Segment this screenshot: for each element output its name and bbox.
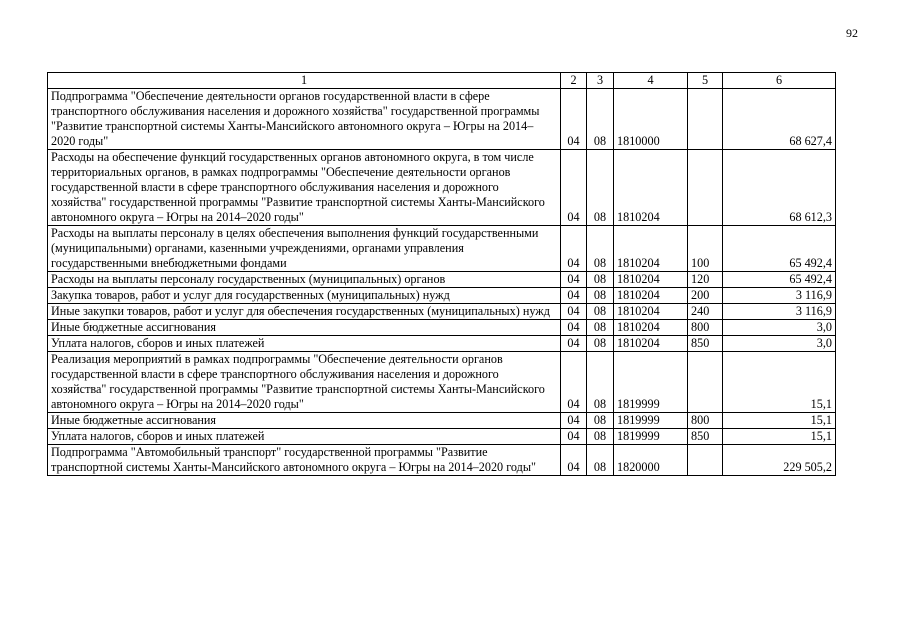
row-name: Расходы на выплаты персоналу в целях обеспечения выполнения функций государственными (муниципальными) органами, казенными учреждениями, органами управления государственными внебюджетными фондами bbox=[48, 226, 561, 272]
row-section: 04 bbox=[561, 352, 587, 413]
row-amount: 65 492,4 bbox=[723, 226, 836, 272]
row-target-article: 1819999 bbox=[614, 352, 688, 413]
row-name: Уплата налогов, сборов и иных платежей bbox=[48, 429, 561, 445]
row-name: Иные закупки товаров, работ и услуг для обеспечения государственных (муниципальных) нужд bbox=[48, 304, 561, 320]
row-target-article: 1810204 bbox=[614, 150, 688, 226]
header-cell-name: 1 bbox=[48, 73, 561, 89]
table-row bbox=[48, 413, 836, 429]
row-expense-type bbox=[688, 445, 723, 476]
row-target-article: 1810204 bbox=[614, 320, 688, 336]
row-amount: 68 612,3 bbox=[723, 150, 836, 226]
table-row bbox=[48, 304, 836, 320]
table-row bbox=[48, 445, 836, 476]
row-target-article: 1810204 bbox=[614, 288, 688, 304]
row-target-article: 1819999 bbox=[614, 413, 688, 429]
row-expense-type: 100 bbox=[688, 226, 723, 272]
row-section: 04 bbox=[561, 445, 587, 476]
row-name: Расходы на выплаты персоналу государственных (муниципальных) органов bbox=[48, 272, 561, 288]
row-name: Иные бюджетные ассигнования bbox=[48, 320, 561, 336]
header-cell-section: 2 bbox=[561, 73, 587, 89]
row-subsection: 08 bbox=[587, 150, 614, 226]
row-expense-type bbox=[688, 352, 723, 413]
row-section: 04 bbox=[561, 89, 587, 150]
row-section: 04 bbox=[561, 304, 587, 320]
row-expense-type: 240 bbox=[688, 304, 723, 320]
row-amount: 3,0 bbox=[723, 336, 836, 352]
header-cell-target-article: 4 bbox=[614, 73, 688, 89]
row-amount: 3 116,9 bbox=[723, 304, 836, 320]
header-row bbox=[48, 73, 836, 89]
row-expense-type bbox=[688, 150, 723, 226]
row-subsection: 08 bbox=[587, 336, 614, 352]
row-section: 04 bbox=[561, 429, 587, 445]
row-target-article: 1819999 bbox=[614, 429, 688, 445]
table-row bbox=[48, 89, 836, 150]
page-number: 92 bbox=[846, 26, 858, 40]
row-expense-type: 800 bbox=[688, 320, 723, 336]
row-name: Расходы на обеспечение функций государственных органов автономного округа, в том числе территориальных органов, в рамках подпрограммы "Обеспечение деятельности органов государственной власти в сфере транспортного обслуживания населения и дорожного хозяйства" государственной программы "Развитие транспортной системы Ханты-Мансийского автономного округа – Югры на 2014–2020 годы" bbox=[48, 150, 561, 226]
row-amount: 229 505,2 bbox=[723, 445, 836, 476]
row-subsection: 08 bbox=[587, 445, 614, 476]
row-amount: 15,1 bbox=[723, 352, 836, 413]
header-cell-amount: 6 bbox=[723, 73, 836, 89]
row-subsection: 08 bbox=[587, 288, 614, 304]
row-amount: 15,1 bbox=[723, 429, 836, 445]
row-name: Подпрограмма "Обеспечение деятельности органов государственной власти в сфере транспортного обслуживания населения и дорожного хозяйства" государственной программы "Развитие транспортной системы Ханты-Мансийского автономного округа – Югры на 2014–2020 годы" bbox=[48, 89, 561, 150]
row-target-article: 1810204 bbox=[614, 336, 688, 352]
row-amount: 15,1 bbox=[723, 413, 836, 429]
budget-table bbox=[47, 72, 836, 476]
row-target-article: 1820000 bbox=[614, 445, 688, 476]
row-target-article: 1810204 bbox=[614, 272, 688, 288]
row-subsection: 08 bbox=[587, 304, 614, 320]
table-row bbox=[48, 272, 836, 288]
row-amount: 3,0 bbox=[723, 320, 836, 336]
row-expense-type: 120 bbox=[688, 272, 723, 288]
row-subsection: 08 bbox=[587, 226, 614, 272]
row-amount: 65 492,4 bbox=[723, 272, 836, 288]
row-name: Закупка товаров, работ и услуг для государственных (муниципальных) нужд bbox=[48, 288, 561, 304]
row-subsection: 08 bbox=[587, 272, 614, 288]
row-expense-type: 850 bbox=[688, 336, 723, 352]
table-row bbox=[48, 226, 836, 272]
row-name: Подпрограмма "Автомобильный транспорт" государственной программы "Развитие транспортной системы Ханты-Мансийского автономного округа – Югры на 2014–2020 годы" bbox=[48, 445, 561, 476]
table-row bbox=[48, 429, 836, 445]
row-section: 04 bbox=[561, 320, 587, 336]
row-amount: 3 116,9 bbox=[723, 288, 836, 304]
header-cell-subsection: 3 bbox=[587, 73, 614, 89]
table-row bbox=[48, 150, 836, 226]
row-target-article: 1810000 bbox=[614, 89, 688, 150]
row-section: 04 bbox=[561, 150, 587, 226]
row-section: 04 bbox=[561, 272, 587, 288]
row-expense-type: 850 bbox=[688, 429, 723, 445]
table-row bbox=[48, 320, 836, 336]
row-section: 04 bbox=[561, 336, 587, 352]
row-target-article: 1810204 bbox=[614, 304, 688, 320]
row-name: Иные бюджетные ассигнования bbox=[48, 413, 561, 429]
row-amount: 68 627,4 bbox=[723, 89, 836, 150]
row-expense-type bbox=[688, 89, 723, 150]
row-expense-type: 200 bbox=[688, 288, 723, 304]
row-name: Уплата налогов, сборов и иных платежей bbox=[48, 336, 561, 352]
row-subsection: 08 bbox=[587, 429, 614, 445]
row-expense-type: 800 bbox=[688, 413, 723, 429]
table-row bbox=[48, 352, 836, 413]
row-name: Реализация мероприятий в рамках подпрограммы "Обеспечение деятельности органов государственной власти в сфере транспортного обслуживания населения и дорожного хозяйства" государственной программы "Развитие транспортной системы Ханты-Мансийского автономного округа – Югры на 2014–2020 годы" bbox=[48, 352, 561, 413]
row-section: 04 bbox=[561, 413, 587, 429]
row-target-article: 1810204 bbox=[614, 226, 688, 272]
row-section: 04 bbox=[561, 226, 587, 272]
row-subsection: 08 bbox=[587, 352, 614, 413]
row-section: 04 bbox=[561, 288, 587, 304]
table-row bbox=[48, 336, 836, 352]
row-subsection: 08 bbox=[587, 320, 614, 336]
row-subsection: 08 bbox=[587, 413, 614, 429]
header-cell-expense-type: 5 bbox=[688, 73, 723, 89]
row-subsection: 08 bbox=[587, 89, 614, 150]
table-row bbox=[48, 288, 836, 304]
